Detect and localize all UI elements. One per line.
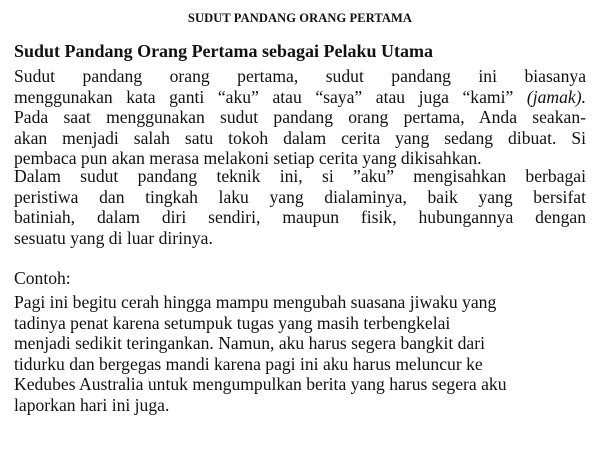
paragraph-1 [14,66,586,169]
paragraph-2-line-3: batiniah, dalam diri sendiri, maupun fisik, hubungannya dengan [14,207,586,228]
example-line-4: tidurku dan bergegas mandi karena pagi ini aku harus meluncur ke [14,353,483,374]
paragraph-1-line-5: pembaca pun akan merasa melakoni setiap cerita yang dikisahkan. [14,148,482,169]
paragraph-1-line-1: Sudut pandang orang pertama, sudut pandang ini biasanya [14,66,586,86]
example-line-2: tadinya penat karena setumpuk tugas yang masih terbengkelai [14,312,451,333]
paragraph-2-line-2: peristiwa dan tingkah laku yang dialaminya, baik yang bersifat [14,186,586,207]
paragraph-1-line-4: akan menjadi salah satu tokoh dalam cerita yang sedang dibuat. Si [14,127,586,148]
section-title: Sudut Pandang Orang Pertama sebagai Pelaku Utama [14,41,434,61]
example-label-text: Contoh: [14,268,71,288]
paragraph-1-line-3: Pada saat menggunakan sudut pandang orang pertama, Anda seakan- [14,107,586,128]
example-paragraph [14,292,586,416]
page-header: SUDUT PANDANG ORANG PERTAMA [187,11,413,25]
example-label [14,268,586,289]
example-line-6: laporkan hari ini juga. [14,394,170,415]
paragraph-2-line-4: sesuatu yang di luar dirinya. [14,227,213,248]
paragraph-1-line-2 [14,87,586,108]
example-line-5: Kedubes Australia untuk mengumpulkan berita yang harus segera aku [14,374,507,395]
paragraph-1-italic-note: (jamak). [526,86,587,107]
paragraph-2 [14,166,586,248]
paragraph-2-line-1: Dalam sudut pandang teknik ini, si ”aku” mengisahkan berbagai [14,166,586,186]
example-line-1: Pagi ini begitu cerah hingga mampu mengubah suasana jiwaku yang [14,292,497,312]
example-line-3: menjadi sedikit teringankan. Namun, aku harus segera bangkit dari [14,333,485,354]
paragraph-1-line-2-text: menggunakan kata ganti “aku” atau “saya” atau juga “kami” [14,86,514,107]
